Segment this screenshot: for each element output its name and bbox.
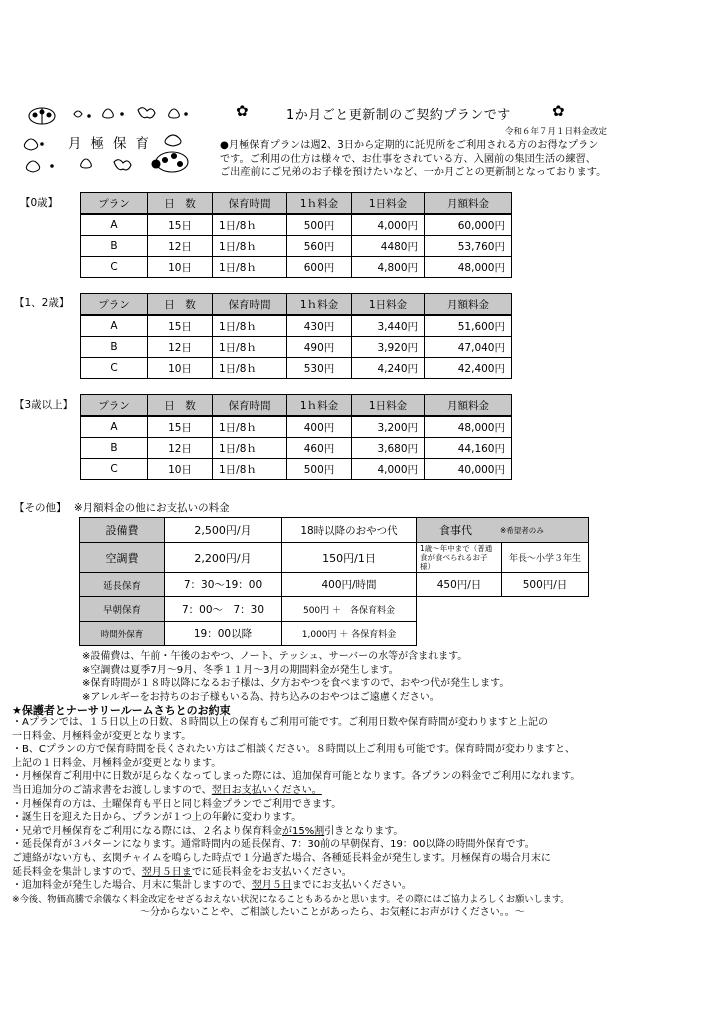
column-header: 1日料金 (352, 395, 425, 417)
column-header: 月額料金 (425, 395, 512, 417)
note-line: ※アレルギーをお持ちのお子様もいる為、持ち込みのおやつはご遠慮ください。 (82, 692, 440, 704)
equipment-fee-value: 2,500円/月 (164, 517, 282, 543)
promise-text: 延長料金を集計しますので、 (12, 866, 142, 878)
fee-notes (82, 650, 509, 705)
table-cell: 4,240円 (352, 358, 425, 379)
other-sublabel: ※月額料金の他にお支払いの料金 (73, 502, 230, 514)
column-header: プラン (81, 395, 148, 417)
promise-text: までにお支払いください。 (291, 880, 412, 892)
column-header: プラン (81, 294, 148, 316)
revision-date: 令和６年７月１日料金改定 (505, 127, 608, 137)
table-cell: 42,400円 (425, 358, 512, 379)
table-cell: 1日/8ｈ (213, 214, 287, 236)
promise-closing: ～分からないことや、ご相談したいことがあったら、お気軽にお声がけください。。～ (140, 907, 525, 919)
intro-line: ご出産前にご兄弟のお子様を預けたいなど、一か月ごとの更新制となっております。 (220, 167, 607, 179)
flower-icon: ✿ (552, 102, 565, 120)
table-cell: 51,600円 (425, 315, 512, 337)
promise-underlined: が15%割 (282, 825, 325, 837)
table-cell: 12日 (148, 337, 213, 358)
column-header: プラン (81, 193, 148, 215)
column-header: 1ｈ料金 (287, 193, 352, 215)
table-cell: A (81, 315, 148, 337)
early-care-time: 7：00～ 7：30 (164, 596, 282, 622)
table-cell: 3,920円 (352, 337, 425, 358)
promise-line: 一日料金、月極料金が変更となります。 (12, 730, 192, 742)
meal-2-value: 500円/日 (501, 572, 589, 597)
other-label (14, 500, 230, 515)
table-cell: C (81, 459, 148, 480)
table-row (81, 416, 512, 438)
table-cell: 1日/8ｈ (213, 337, 287, 358)
logo (22, 104, 197, 176)
table-cell: 48,000円 (425, 257, 512, 278)
meal-optional-note: ※希望者のみ (500, 525, 544, 535)
after-hours-label: 時間外保育 (79, 621, 165, 646)
table-cell: 4,000円 (352, 214, 425, 236)
promise-line (12, 784, 580, 798)
table-cell: 1日/8ｈ (213, 416, 287, 438)
table-cell: 430円 (287, 315, 352, 337)
intro-line: ●月極保育プランは週2、3日から定期的に託児所をご利用される方のお得なプラン (220, 140, 599, 151)
rate-table-1-2yr (80, 293, 512, 379)
table-header-row (81, 395, 512, 417)
promise-underlined: 翌月５日 (251, 880, 292, 892)
promise-line: ・延長保育が３パターンになります。通常時間内の延長保育、7：30前の早朝保育、19：00以降の時間外保育です。 (12, 839, 535, 851)
meal-1-description: 1歳～年中まで（普通食が食べられるお子様） (416, 542, 502, 573)
flower-icon: ✿ (236, 102, 249, 120)
promise-line: ※今後、物価高騰で余儀なく料金改定をせざるおえない状況になることもあるかと思います。その際にはご協力よろしくお願いします。 (12, 893, 570, 905)
table-cell: 1日/8ｈ (213, 459, 287, 480)
column-header: 1日料金 (352, 294, 425, 316)
promise-line: ご連絡がない方も、玄関チャイムを鳴らした時点で１分過ぎた場合、各種延長料金が発生します。月極保育の場合月末に (12, 852, 551, 864)
table-cell: A (81, 416, 148, 438)
table-cell: 12日 (148, 438, 213, 459)
table-cell: 10日 (148, 358, 213, 379)
section-label-2: 【3歳以上】 (14, 399, 74, 411)
section-label-1: 【1、2歳】 (14, 297, 70, 309)
promise-text: 当日追加分のご請求書をお渡ししますので、 (12, 784, 212, 796)
column-header: 日 数 (148, 294, 213, 316)
meal-2-description: 年長～小学３年生 (501, 542, 589, 573)
extended-care-time: 7：30～19：00 (164, 572, 282, 597)
intro-line: です。ご利用の仕方は様々で、お仕事をされている方、入園前の集団生活の練習、 (220, 153, 596, 165)
aircon-fee-label: 空調費 (79, 542, 165, 573)
promise-text: 引きとなります。 (324, 825, 404, 837)
column-header: 1ｈ料金 (287, 395, 352, 417)
rate-table-0yr (80, 192, 512, 278)
column-header: 日 数 (148, 395, 213, 417)
table-cell: 460円 (287, 438, 352, 459)
table-cell: 530円 (287, 358, 352, 379)
table-cell: 500円 (287, 214, 352, 236)
promise-text: ・追加料金が発生した場合、月末に集計しますので、 (12, 880, 252, 892)
promise-text: でに延長料金をお支払いください。 (191, 866, 352, 878)
other-label-text: 【その他】 (14, 502, 67, 514)
table-cell: C (81, 257, 148, 278)
table-cell: 44,160円 (425, 438, 512, 459)
snack-fee-label: 18時以降のおやつ代 (281, 517, 417, 543)
table-header-row (81, 294, 512, 316)
column-header: 保育時間 (213, 395, 287, 417)
table-cell: 600円 (287, 257, 352, 278)
promise-line: 上記の１日料金、月極料金が変更となります。 (12, 757, 222, 769)
rate-table-3yr-plus (80, 394, 512, 480)
table-cell: 1日/8ｈ (213, 315, 287, 337)
aircon-fee-value: 2,200円/月 (164, 542, 282, 573)
table-cell: 490円 (287, 337, 352, 358)
table-cell: B (81, 337, 148, 358)
after-hours-time: 19：00以降 (164, 621, 282, 646)
table-cell: 3,440円 (352, 315, 425, 337)
table-cell: 15日 (148, 416, 213, 438)
table-row (81, 236, 512, 257)
table-row (81, 337, 512, 358)
table-cell: 1日/8ｈ (213, 236, 287, 257)
extended-care-value: 400円/時間 (281, 572, 417, 597)
column-header: 日 数 (148, 193, 213, 215)
note-line: ※設備費は、午前・午後のおやつ、ノート、テッシュ、サーバーの水等が含まれます。 (82, 651, 468, 662)
early-care-label: 早朝保育 (79, 596, 165, 622)
table-cell: 1日/8ｈ (213, 257, 287, 278)
table-cell: 53,760円 (425, 236, 512, 257)
table-cell: 3,200円 (352, 416, 425, 438)
table-cell: 12日 (148, 236, 213, 257)
early-care-value: 500円 ＋ 各保育料金 (281, 596, 417, 622)
table-row (81, 214, 512, 236)
promise-line: ・誕生日を迎えた日から、プランが１つ上の年齢に変わります。 (12, 812, 302, 824)
table-row (81, 459, 512, 480)
table-cell: 1日/8ｈ (213, 358, 287, 379)
intro-text (220, 139, 660, 180)
table-cell: A (81, 214, 148, 236)
other-fees-table (79, 517, 589, 646)
promise-line: ・B、Cプランの方で保育時間を長くされたい方はご相談ください。８時間以上ご利用も可能です。保育時間が変わりますと、 (12, 744, 576, 756)
promise-line (12, 825, 580, 839)
table-cell: 60,000円 (425, 214, 512, 236)
title-text: 1か月ごと更新制のご契約プランです (286, 108, 511, 123)
column-header: 月額料金 (425, 294, 512, 316)
table-cell: 400円 (287, 416, 352, 438)
promise-title: ★保護者とナーサリールームさちとのお約束 (12, 704, 231, 717)
column-header: 保育時間 (213, 193, 287, 215)
promise-list (12, 716, 580, 920)
promise-text: ・兄弟で月極保育をご利用になる際には、２名より保育料金 (12, 825, 282, 837)
table-header-row (81, 193, 512, 215)
meal-fee-label: 食事代 (439, 524, 472, 537)
after-hours-value: 1,000円 ＋ 各保育料金 (281, 621, 417, 646)
table-cell: 4480円 (352, 236, 425, 257)
promise-underlined: 翌月５日ま (141, 866, 192, 878)
note-line: ※保育時間が１８時以降になるお子様は、夕方おやつを食べますので、おやつ代が発生します。 (82, 678, 510, 690)
meal-fee-header (416, 517, 589, 543)
table-row (81, 438, 512, 459)
promise-underlined: 翌日お支払いください。 (211, 784, 322, 796)
table-cell: 500円 (287, 459, 352, 480)
table-cell: 15日 (148, 214, 213, 236)
promise-line: ・Aプランでは、１５日以上の日数、８時間以上の保育もご利用可能です。ご利用日数や保育時間が変わりますと上記の (12, 717, 549, 728)
section-label-0: 【0歳】 (20, 197, 59, 209)
table-cell: B (81, 236, 148, 257)
snack-fee-value: 150円/1日 (281, 542, 417, 573)
promise-line (12, 879, 580, 893)
note-line: ※空調費は夏季7月～9月、冬季１１月～3月の期間料金が発生します。 (82, 664, 399, 676)
table-cell: 47,040円 (425, 337, 512, 358)
table-row (81, 257, 512, 278)
promise-line (12, 866, 580, 880)
table-cell: 1日/8ｈ (213, 438, 287, 459)
table-cell: C (81, 358, 148, 379)
promise-line: ・月極保育ご利用中に日数が足らなくなってしまった際には、追加保育可能となります。各プランの料金でご利用になれます。 (12, 771, 581, 783)
table-cell: 560円 (287, 236, 352, 257)
table-row (81, 315, 512, 337)
table-cell: 48,000円 (425, 416, 512, 438)
equipment-fee-label: 設備費 (79, 517, 165, 543)
table-cell: 15日 (148, 315, 213, 337)
table-cell: 40,000円 (425, 459, 512, 480)
table-cell: B (81, 438, 148, 459)
column-header: 月額料金 (425, 193, 512, 215)
table-cell: 4,000円 (352, 459, 425, 480)
meal-1-value: 450円/日 (416, 572, 502, 597)
table-row (81, 358, 512, 379)
table-cell: 10日 (148, 459, 213, 480)
column-header: 1ｈ料金 (287, 294, 352, 316)
table-cell: 4,800円 (352, 257, 425, 278)
column-header: 1日料金 (352, 193, 425, 215)
promise-line: ・月極保育の方は、土曜保育も平日と同じ料金プランでご利用できます。 (12, 798, 342, 810)
table-cell: 3,680円 (352, 438, 425, 459)
logo-text: 月極保育 (68, 136, 158, 152)
extended-care-label: 延長保育 (79, 572, 165, 597)
table-cell: 10日 (148, 257, 213, 278)
column-header: 保育時間 (213, 294, 287, 316)
